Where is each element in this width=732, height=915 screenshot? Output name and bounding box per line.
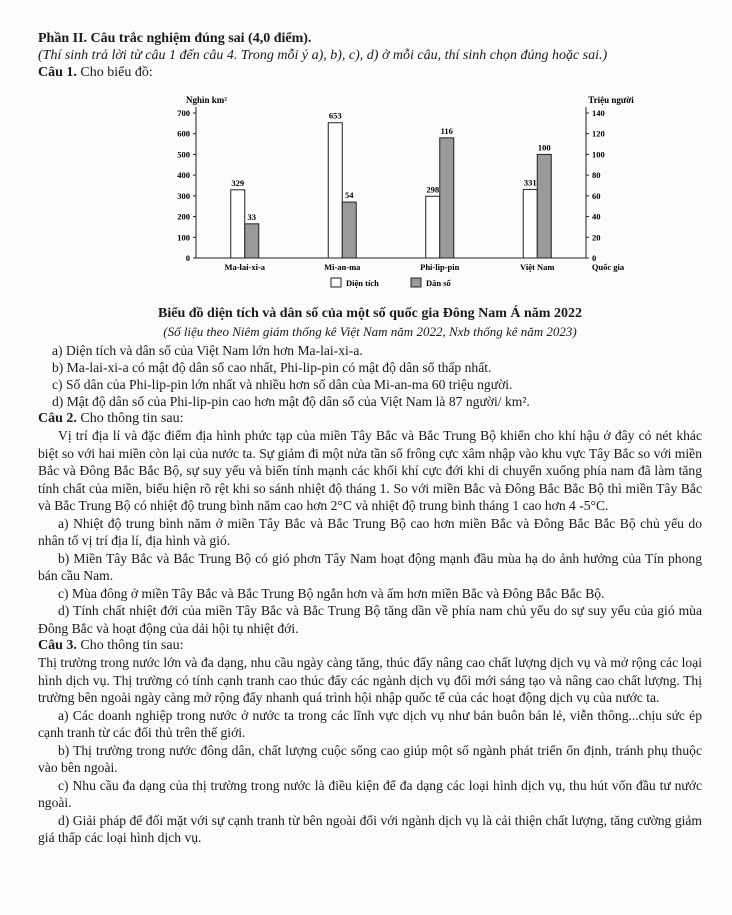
q2-option-c: c) Mùa đông ở miền Tây Bắc và Bắc Trung Bộ ngắn hơn và ấm hơn miền Bắc và Đông Bắc Bắc Bộ. xyxy=(58,585,605,601)
area-bar-label: 653 xyxy=(328,110,342,121)
population-bar-label: 100 xyxy=(537,142,551,153)
bar-chart-svg xyxy=(156,93,676,303)
q3-label: Câu 3. xyxy=(38,638,77,653)
q2-prompt: Cho thông tin sau: xyxy=(76,411,184,426)
q2-option-b: b) Miền Tây Bắc và Bắc Trung Bộ có gió phơn Tây Nam hoạt động mạnh đầu mùa hạ do ảnh hưởng của Tín phong bán cầu Nam. xyxy=(38,550,702,583)
category-label: Phi-lip-pin xyxy=(420,262,460,272)
section-instruction: (Thí sinh trả lời từ câu 1 đến câu 4. Trong mỗi ý a), b), c), d) ở mỗi câu, thí sinh chọn đúng hoặc sai.) xyxy=(38,48,608,63)
q1-prompt: Cho biểu đồ: xyxy=(76,65,153,80)
population-bar xyxy=(537,154,551,258)
right-tick-label: 140 xyxy=(592,108,605,118)
population-bar-label: 116 xyxy=(440,125,453,136)
legend-label: Dân số xyxy=(426,278,451,288)
left-tick-label: 600 xyxy=(177,128,190,139)
left-tick-label: 0 xyxy=(185,253,190,263)
area-bar-label: 331 xyxy=(523,177,537,188)
q1-option-b: b) Ma-lai-xi-a có mật độ dân số cao nhất, Phi-lip-pin có mật độ dân số thấp nhất. xyxy=(52,360,492,375)
q2-label: Câu 2. xyxy=(38,411,77,426)
q3-prompt: Cho thông tin sau: xyxy=(76,638,184,653)
left-tick-label: 500 xyxy=(177,149,190,160)
right-axis-label: Triệu người xyxy=(588,95,634,105)
right-tick-label: 120 xyxy=(592,128,605,139)
area-bar xyxy=(523,189,537,258)
legend-swatch xyxy=(331,278,341,287)
q3-paragraph: Thị trường trong nước lớn và đa dạng, nhu cầu ngày càng tăng, thúc đẩy nâng cao chất lượng dịch vụ và mở rộng các loại hình dịch vụ. Thị trường có tính cạnh tranh cao thúc đẩy các ngành dịch vụ đổi mới sáng tạo và nâng cao chất lượng. Thị trường bên ngoài ngày càng mở rộng đẩy nhanh quá trình hội nhập quốc tế của các hoạt động dịch vụ của nước ta. xyxy=(38,655,702,705)
left-tick-label: 200 xyxy=(177,211,190,222)
chart xyxy=(156,93,676,303)
section-title: Phần II. Câu trắc nghiệm đúng sai (4,0 điểm). xyxy=(38,31,312,46)
population-bar xyxy=(245,224,259,258)
q3-option-b: b) Thị trường trong nước đông dân, chất lượng cuộc sống cao giúp một số ngành phát triển ổn định, tránh phụ thuộc vào bên ngoài. xyxy=(38,742,702,775)
q1-option-c: c) Số dân của Phi-lip-pin lớn nhất và nhiều hơn số dân của Mi-an-ma 60 triệu người. xyxy=(52,377,513,392)
x-axis-label: Quốc gia xyxy=(591,262,625,272)
q2-heading xyxy=(38,410,702,427)
q1-option-a: a) Diện tích và dân số của Việt Nam lớn hơn Ma-lai-xi-a. xyxy=(52,343,363,358)
left-tick-label: 300 xyxy=(177,190,190,201)
q2-paragraph: Vị trí địa lí và đặc điểm địa hình phức tạp của miền Tây Bắc và Bắc Trung Bộ khiến cho khí hậu ở đây có nét khác biệt so với hai miền còn lại của nước ta. Sự giảm đi một nửa tần số frông cực xâm nhập vào khu vực Tây Bắc so với miền Bắc và Đông Bắc Bắc Bộ, sự suy yếu và biến tính mạnh các khối khí cực đới khi di chuyển xuống phía nam đã làm tăng tính chất của miền, biểu hiện rõ rệt khi so sánh nhiệt độ tháng 1. So với miền Bắc và Đông Bắc Bắc Bộ thì miền Tây Bắc và Bắc Trung Bộ có nhiệt độ trung bình năm cao hơn 2°C và nhiệt độ trung bình tháng 1 cao hơn 4 -5°C. xyxy=(38,428,702,513)
right-tick-label: 100 xyxy=(592,149,605,160)
q1-label: Câu 1. xyxy=(38,65,77,80)
legend-swatch xyxy=(411,278,421,287)
area-bar xyxy=(426,196,440,258)
q3-option-c: c) Nhu cầu đa dạng của thị trường trong nước là điều kiện để đa dạng các loại hình dịch vụ, thu hút vốn đầu tư nước ngoài. xyxy=(38,777,702,810)
category-label: Ma-lai-xi-a xyxy=(224,262,266,272)
right-tick-label: 40 xyxy=(592,211,601,222)
q3-option-d: d) Giải pháp để đối mặt với sự cạnh tranh từ bên ngoài đối với ngành dịch vụ là cải thiện chất lượng, tăng cường giảm giá thấp các loại hình dịch vụ. xyxy=(38,812,702,845)
q1-option-d: d) Mật độ dân số của Phi-lip-pin cao hơn mật độ dân số của Việt Nam là 87 người/ km². xyxy=(52,394,530,409)
area-bar xyxy=(231,190,245,258)
category-label: Mi-an-ma xyxy=(324,262,361,272)
population-bar-label: 54 xyxy=(345,190,354,201)
population-bar xyxy=(440,138,454,258)
q1-heading xyxy=(38,64,702,81)
q3-option-a: a) Các doanh nghiệp trong nước ở nước ta trong các lĩnh vực dịch vụ như bán buôn bán lẻ, viễn thông...chịu sức ép cạnh tranh từ các đối thủ trên thế giới. xyxy=(38,707,702,740)
area-bar-label: 298 xyxy=(426,184,440,195)
chart-title: Biểu đồ diện tích và dân số của một số quốc gia Đông Nam Á năm 2022 xyxy=(158,306,582,321)
left-tick-label: 100 xyxy=(177,232,190,243)
chart-source: (Số liệu theo Niêm giám thống kê Việt Nam năm 2022, Nxb thống kê năm 2023) xyxy=(163,324,577,339)
q2-option-a: a) Nhiệt độ trung bình năm ở miền Tây Bắc và Bắc Trung Bộ cao hơn miền Bắc và Đông Bắc Bắc Bộ chủ yếu do nhân tố vị trí địa lí, địa hình và gió. xyxy=(38,515,702,548)
area-bar xyxy=(328,123,342,258)
left-tick-label: 700 xyxy=(177,108,190,118)
right-tick-label: 60 xyxy=(592,190,601,201)
population-bar xyxy=(342,202,356,258)
left-tick-label: 400 xyxy=(177,170,190,181)
right-tick-label: 0 xyxy=(592,253,597,263)
q3-heading xyxy=(38,637,702,654)
q2-option-d: d) Tính chất nhiệt đới của miền Tây Bắc và Bắc Trung Bộ tăng dần về phía nam chủ yếu do sự suy yếu của gió mùa Đông Bắc và hoạt động của dải hội tụ nhiệt đới. xyxy=(38,603,702,636)
right-tick-label: 80 xyxy=(592,170,601,181)
area-bar-label: 329 xyxy=(231,177,245,188)
category-label: Việt Nam xyxy=(520,262,555,272)
population-bar-label: 33 xyxy=(247,211,256,222)
right-tick-label: 20 xyxy=(592,232,601,243)
left-axis-label: Nghìn km² xyxy=(186,95,227,105)
legend-label: Diện tích xyxy=(346,278,379,288)
